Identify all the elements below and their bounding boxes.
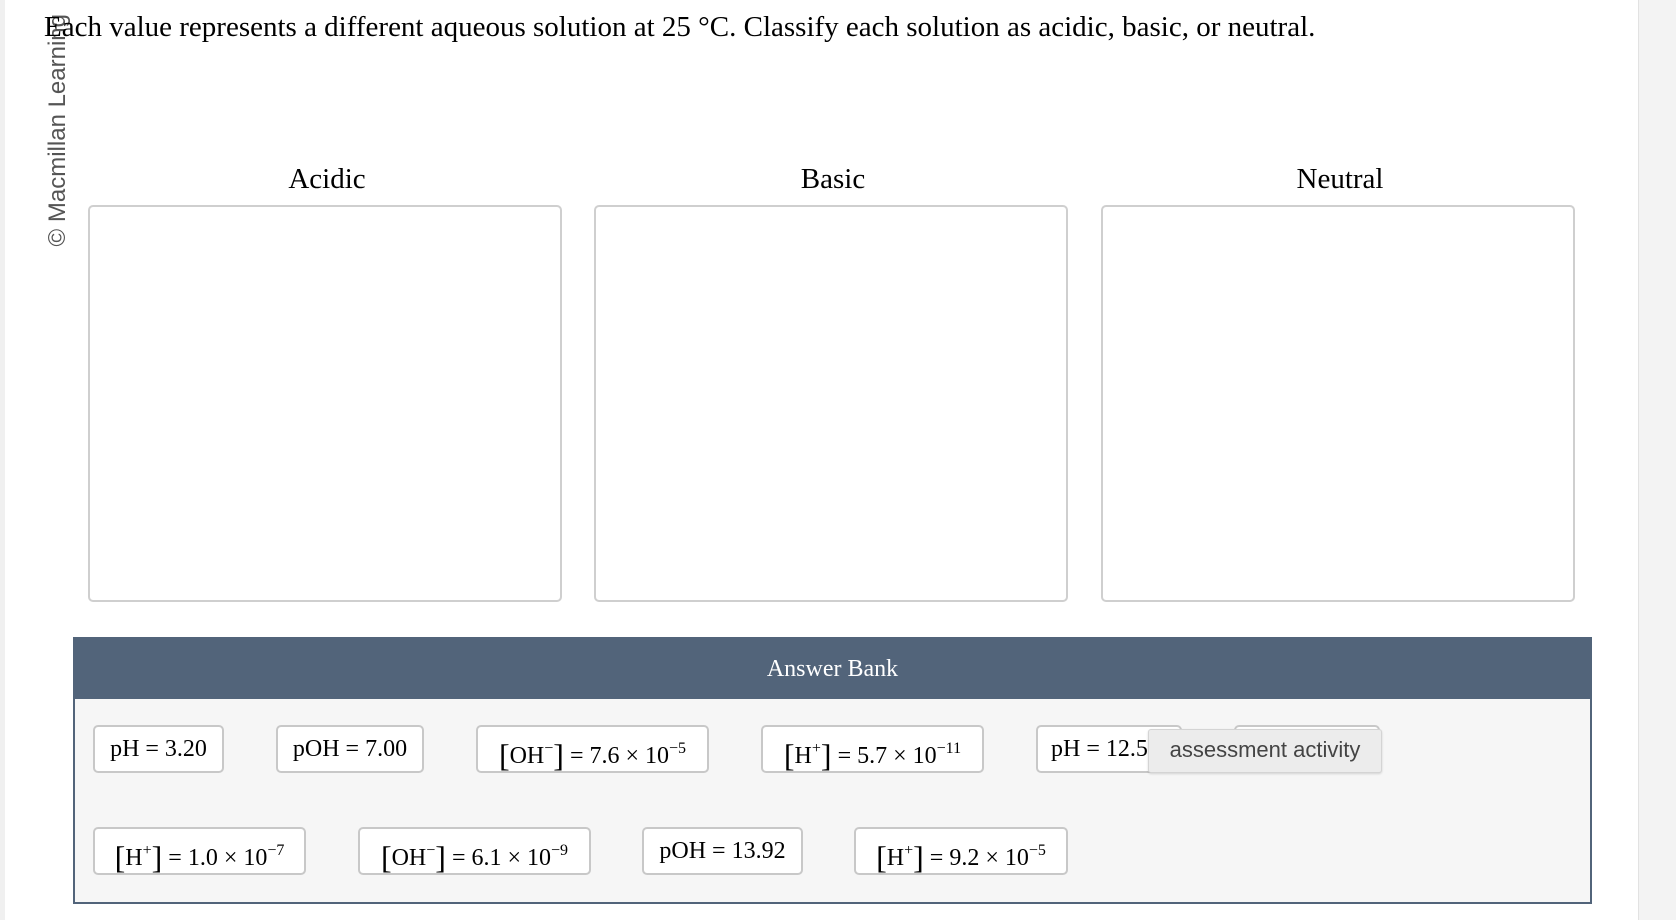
chip-text: pOH = 7.00: [292, 736, 408, 762]
chip-value: = 5.7 × 10: [831, 743, 937, 769]
chip-charge: +: [811, 740, 821, 757]
chip-ion: OH: [391, 845, 427, 871]
answer-chip-h-1-0e-7[interactable]: $[H^+] = 1.0 \times 10^{-7}$: [93, 827, 306, 875]
chip-value: = 1.0 × 10: [162, 845, 268, 871]
category-label-acidic: Acidic: [288, 163, 366, 195]
drop-zone-acidic[interactable]: [88, 205, 562, 602]
answer-chip-h-5-7e-11[interactable]: $[H^+] = 5.7 \times 10^{-11}$: [761, 725, 984, 773]
answer-chip-poh-13-92[interactable]: [642, 827, 803, 875]
copyright-label: © Macmillan Learning: [44, 14, 71, 247]
chip-exponent: −5: [669, 740, 687, 757]
chip-exponent: −9: [551, 842, 569, 859]
chip-value: = 6.1 × 10: [445, 845, 552, 871]
category-label-neutral: Neutral: [1296, 163, 1384, 195]
answer-chip-oh-7-6e-5[interactable]: $[OH^-] = 7.6 \times 10^{-5}$: [476, 725, 709, 773]
chip-charge: +: [904, 842, 914, 859]
chip-charge: −: [426, 842, 436, 859]
chip-ion: H: [886, 845, 905, 871]
question-text: Each value represents a different aqueous solution at 25 °C. Classify each solution as acidic, basic, or neutral.: [44, 11, 1316, 43]
chip-charge: −: [544, 740, 554, 757]
answer-bank-title: Answer Bank: [75, 639, 1590, 699]
chip-charge: +: [142, 842, 152, 859]
tooltip: assessment activity: [1148, 729, 1382, 773]
chip-ion: H: [794, 743, 812, 769]
scrollbar-gutter[interactable]: [1638, 0, 1676, 920]
answer-chip-poh-7-00[interactable]: [276, 725, 424, 773]
chip-exponent: −11: [936, 740, 962, 757]
chip-value: = 7.6 × 10: [563, 743, 670, 769]
chip-ion: OH: [509, 743, 545, 769]
answer-chip-oh-6-1e-9[interactable]: $[OH^-] = 6.1 \times 10^{-9}$: [358, 827, 591, 875]
chip-ion: H: [125, 845, 143, 871]
chip-text: pH = 3.20: [110, 736, 207, 762]
chip-exponent: −7: [267, 842, 285, 859]
drop-zone-basic[interactable]: [594, 205, 1068, 602]
answer-chip-h-9-2e-5[interactable]: $[H^+] = 9.2 \times 10^{-5}$: [854, 827, 1068, 875]
chip-exponent: −5: [1028, 842, 1046, 859]
left-edge: [0, 0, 5, 920]
drop-zone-neutral[interactable]: [1101, 205, 1575, 602]
chip-value: = 9.2 × 10: [923, 845, 1029, 871]
answer-chip-ph-3-20[interactable]: [93, 725, 224, 773]
chip-text: pH = 12.5: [1051, 736, 1148, 762]
chip-text: pOH = 13.92: [659, 838, 786, 864]
category-label-basic: Basic: [800, 163, 866, 195]
